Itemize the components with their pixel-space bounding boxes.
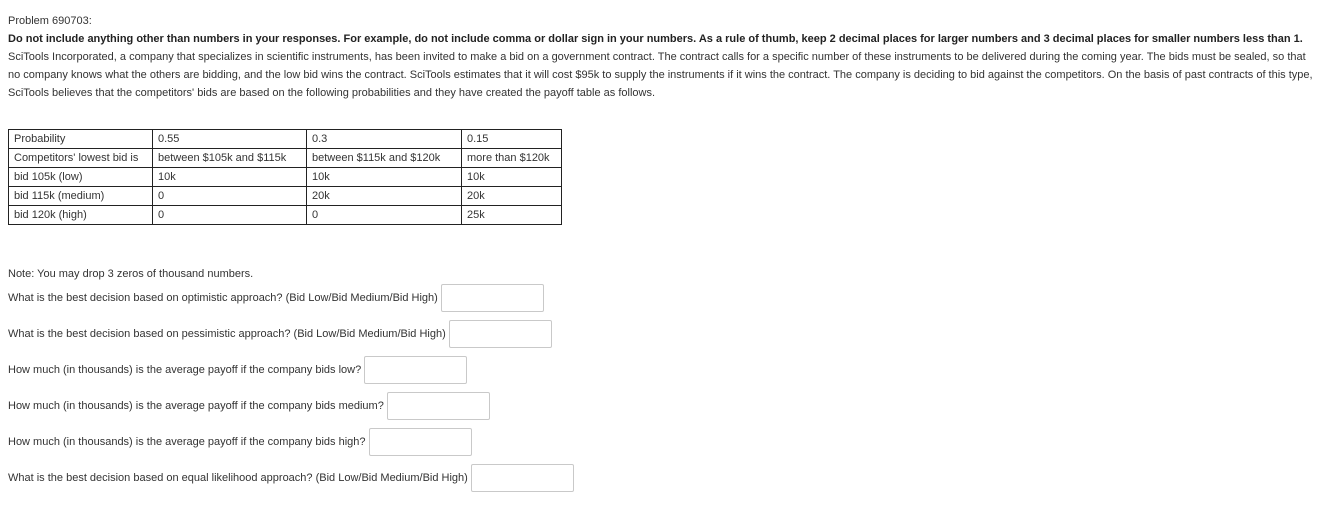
answer-input-avg-low[interactable] [364, 356, 467, 384]
question-label: How much (in thousands) is the average payoff if the company bids low? [8, 364, 362, 376]
table-cell: 0.55 [153, 130, 307, 149]
table-cell: Competitors' lowest bid is [9, 149, 153, 168]
table-row [9, 130, 562, 149]
table-cell: bid 120k (high) [9, 206, 153, 225]
question-label: How much (in thousands) is the average payoff if the company bids high? [8, 436, 366, 448]
table-cell: more than $120k [462, 149, 562, 168]
table-cell: 20k [307, 187, 462, 206]
table-cell: between $115k and $120k [307, 149, 462, 168]
table-cell: 0 [307, 206, 462, 225]
answer-input-avg-high[interactable] [369, 428, 472, 456]
table-cell: 0 [153, 206, 307, 225]
question-avg-low [8, 355, 1330, 385]
table-cell: Probability [9, 130, 153, 149]
question-label: What is the best decision based on pessimistic approach? (Bid Low/Bid Medium/Bid High) [8, 328, 446, 340]
payoff-table [8, 129, 562, 225]
instructions-text: Do not include anything other than numbers in your responses. For example, do not include comma or dollar sign in your numbers. As a rule of thumb, keep 2 decimal places for larger numbers and 3 decimal places for smaller numbers less than 1. [8, 33, 1303, 45]
table-cell: bid 115k (medium) [9, 187, 153, 206]
question-label: What is the best decision based on optimistic approach? (Bid Low/Bid Medium/Bid High) [8, 292, 438, 304]
table-cell: 25k [462, 206, 562, 225]
table-cell: 10k [462, 168, 562, 187]
question-label: How much (in thousands) is the average payoff if the company bids medium? [8, 400, 384, 412]
question-optimistic [8, 283, 1330, 313]
table-row [9, 168, 562, 187]
table-row [9, 206, 562, 225]
problem-id: Problem 690703: [8, 15, 92, 27]
answer-input-pessimistic[interactable] [449, 320, 552, 348]
table-cell: 0.3 [307, 130, 462, 149]
table-cell: bid 105k (low) [9, 168, 153, 187]
answer-input-optimistic[interactable] [441, 284, 544, 312]
note-text: Note: You may drop 3 zeros of thousand numbers. [8, 268, 254, 280]
table-cell: between $105k and $115k [153, 149, 307, 168]
problem-description: SciTools Incorporated, a company that specializes in scientific instruments, has been invited to make a bid on a government contract. The contract calls for a specific number of these instruments to be delivered during the coming year. The bids must be sealed, so that no company knows what the others are bidding, and the low bid wins the contract. SciTools estimates that it will cost $95k to supply the instruments if it wins the contract. The company is deciding to bid against the competitors. On the basis of past contracts of this type, SciTools believes that the competitors' bids are based on the following probabilities and they have created the payoff table as follows. [8, 51, 1313, 99]
question-equal-likelihood [8, 463, 1330, 493]
table-cell: 10k [153, 168, 307, 187]
answer-input-equal-likelihood[interactable] [471, 464, 574, 492]
question-avg-high [8, 427, 1330, 457]
table-cell: 0 [153, 187, 307, 206]
question-avg-medium [8, 391, 1330, 421]
table-cell: 10k [307, 168, 462, 187]
table-cell: 0.15 [462, 130, 562, 149]
table-row [9, 187, 562, 206]
table-row [9, 149, 562, 168]
question-pessimistic [8, 319, 1330, 349]
problem-container [8, 12, 1330, 493]
answer-input-avg-medium[interactable] [387, 392, 490, 420]
table-cell: 20k [462, 187, 562, 206]
question-label: What is the best decision based on equal likelihood approach? (Bid Low/Bid Medium/Bid High) [8, 472, 468, 484]
